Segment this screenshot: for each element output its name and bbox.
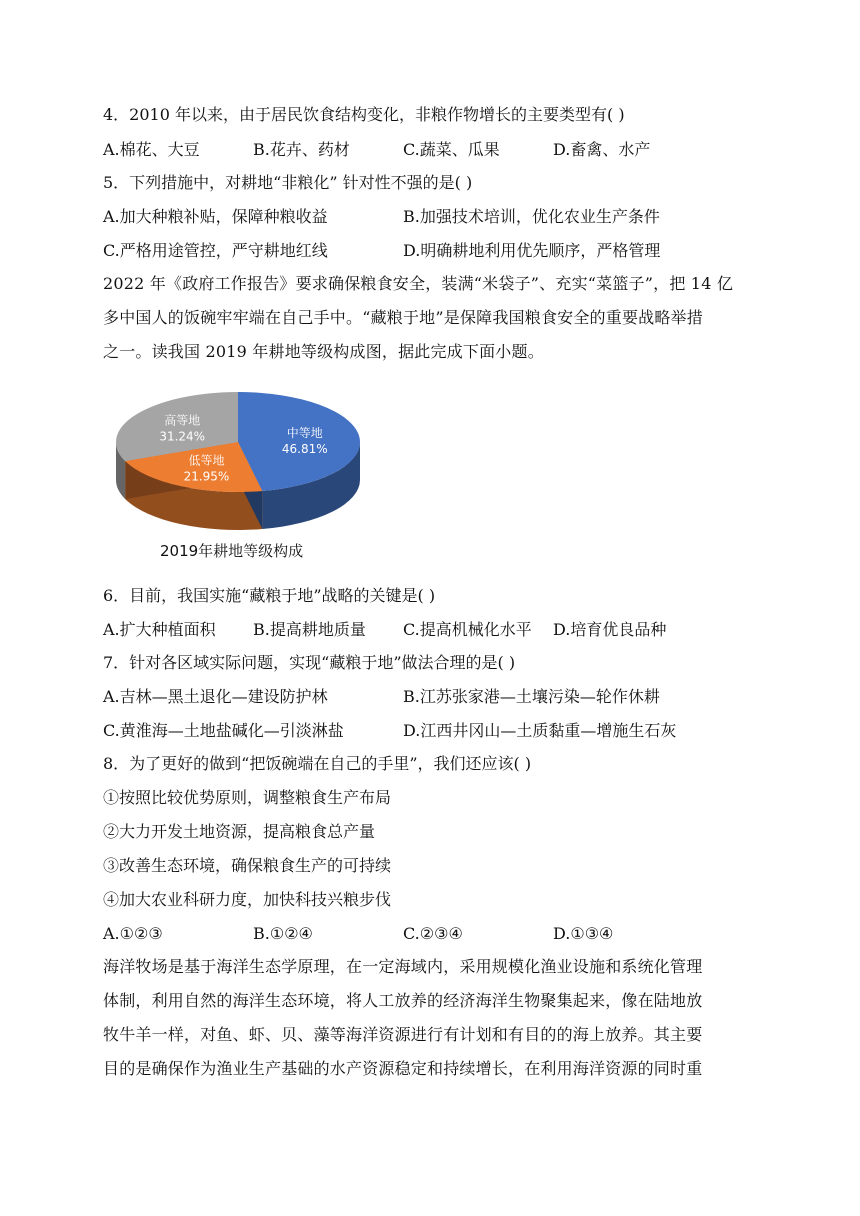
passage-1-line-3: 之一。读我国 2019 年耕地等级构成图，据此完成下面小题。 [103,342,544,361]
option-c: C.黄淮海—土地盐碱化—引淡淋盐 [103,721,344,740]
passage-2-line-2: 体制，利用自然的海洋生态环境，将人工放养的经济海洋生物聚集起来，像在陆地放 [103,991,703,1010]
pie-value-label-2: 31.24% [159,429,206,444]
option-d: D.培育优良品种 [553,620,667,639]
passage-2-line-1: 海洋牧场是基于海洋生态学原理，在一定海域内，采用规模化渔业设施和系统化管理 [103,957,703,976]
question-8-stem: 8．为了更好的做到“把饭碗端在自己的手里”，我们还应该( ) [103,754,532,773]
option-d: D.江西井冈山—土质黏重—增施生石灰 [403,721,677,740]
pie-label-2: 高等地 [164,413,201,428]
passage-1-line-1: 2022 年《政府工作报告》要求确保粮食安全，装满“米袋子”、充实“菜篮子”，把 14 亿 [103,274,734,293]
pie-value-label-1: 21.95% [183,469,230,484]
option-c: C.提高机械化水平 [403,620,532,639]
option-b: B.江苏张家港—土壤污染—轮作休耕 [403,687,660,706]
option-b: B.提高耕地质量 [253,620,366,639]
option-a: A.扩大种植面积 [103,620,216,639]
question-8-item-1: ①按照比较优势原则，调整粮食生产布局 [103,788,392,807]
question-8-item-2: ②大力开发土地资源，提高粮食总产量 [103,822,376,841]
option-a: A.吉林—黑土退化—建设防护林 [103,687,328,706]
option-a: A.棉花、大豆 [103,140,200,159]
passage-2-line-4: 目的是确保作为渔业生产基础的水产资源稳定和持续增长，在利用海洋资源的同时重 [103,1059,703,1078]
passage-2-line-3: 牧牛羊一样，对鱼、虾、贝、藻等海洋资源进行有计划和有目的的海上放养。其主要 [103,1025,703,1044]
option-a: A.①②③ [103,924,163,943]
pie-value-label-0: 46.81% [281,442,328,457]
option-d: D.①③④ [553,924,614,943]
pie-label-1: 低等地 [188,453,225,468]
option-d: D.明确耕地利用优先顺序，严格管理 [403,241,661,260]
option-b: B.①②④ [253,924,313,943]
question-7-stem: 7．针对各区域实际问题，实现“藏粮于地”做法合理的是( ) [103,653,516,672]
option-c: C.严格用途管控，严守耕地红线 [103,241,328,260]
pie-label-0: 中等地 [286,426,323,441]
question-5-stem: 5．下列措施中，对耕地“非粮化” 针对性不强的是( ) [103,173,473,192]
passage-1-line-2: 多中国人的饭碗牢牢端在自己手中。“藏粮于地”是保障我国粮食安全的重要战略举措 [103,308,703,327]
question-6-stem: 6．目前，我国实施“藏粮于地”战略的关键是( ) [103,586,436,605]
option-c: C.②③④ [403,924,463,943]
option-d: D.畜禽、水产 [553,140,651,159]
option-b: B.加强技术培训，优化农业生产条件 [403,207,660,226]
chart-caption: 2019年耕地等级构成 [160,542,304,560]
question-8-item-4: ④加大农业科研力度，加快科技兴粮步伐 [103,890,392,909]
option-c: C.蔬菜、瓜果 [403,140,500,159]
question-8-item-3: ③改善生态环境，确保粮食生产的可持续 [103,856,392,875]
question-4-stem: 4．2010 年以来，由于居民饮食结构变化，非粮作物增长的主要类型有( ) [103,105,625,124]
option-b: B.花卉、药材 [253,140,350,159]
option-a: A.加大种粮补贴，保障种粮收益 [103,207,328,226]
